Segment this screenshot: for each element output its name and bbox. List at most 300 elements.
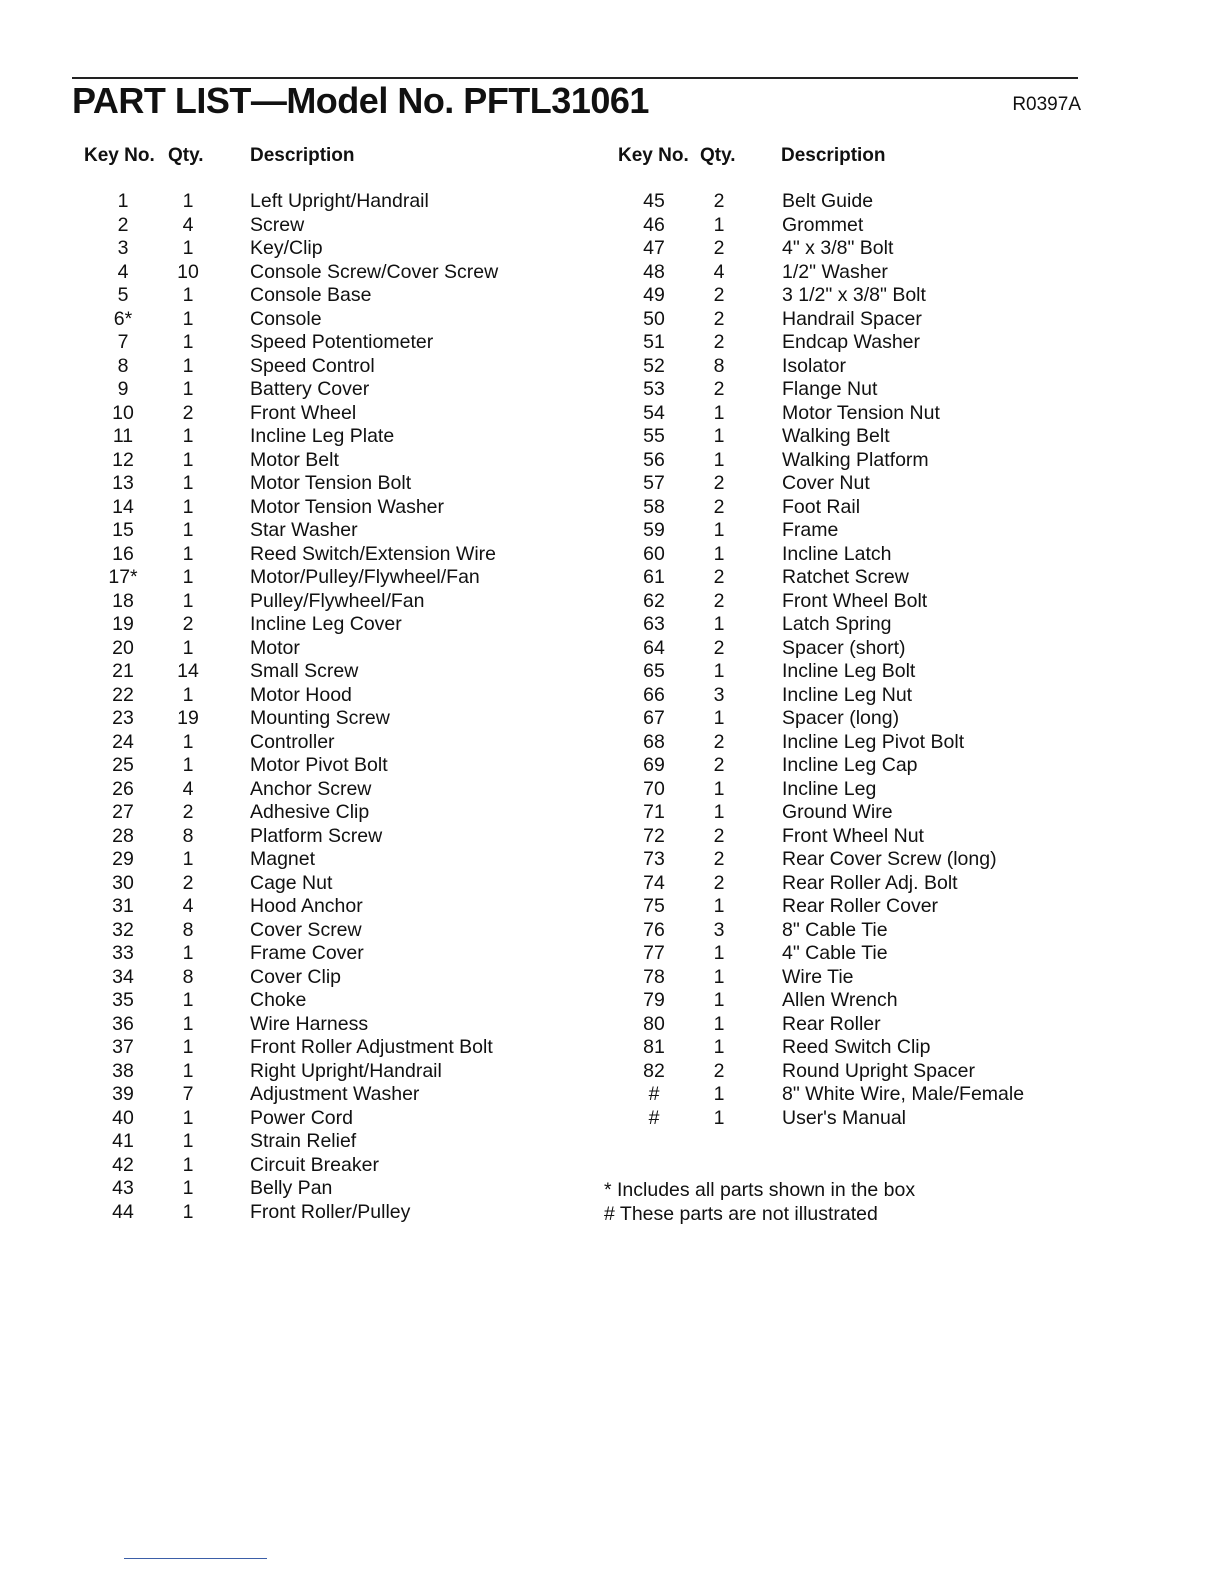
part-qty: 1 — [182, 1059, 194, 1082]
part-key-no: 4 — [117, 260, 129, 283]
part-description: Rear Roller — [782, 1012, 881, 1035]
part-row — [72, 1036, 572, 1060]
part-row — [604, 637, 1084, 661]
part-row — [604, 919, 1084, 943]
part-qty: 1 — [713, 777, 725, 800]
part-row — [72, 519, 572, 543]
part-qty: 8 — [182, 824, 194, 847]
part-row — [604, 190, 1084, 214]
part-qty: 7 — [182, 1083, 194, 1105]
part-qty: 1 — [713, 1012, 725, 1035]
parts-column-left — [72, 143, 572, 1223]
part-qty: 1 — [182, 1036, 194, 1058]
part-qty: 1 — [182, 1153, 194, 1176]
part-row — [604, 472, 1084, 496]
part-qty: 1 — [182, 237, 194, 259]
part-key-no: 47 — [643, 237, 665, 259]
top-rule — [72, 77, 1078, 79]
column-header-row — [604, 143, 1084, 169]
part-key-no: 24 — [112, 730, 134, 753]
part-qty: 1 — [182, 1106, 194, 1129]
part-key-no: # — [648, 1106, 660, 1129]
part-key-no: 75 — [643, 895, 665, 917]
part-row — [604, 731, 1084, 755]
part-description: Motor Pivot Bolt — [250, 754, 388, 776]
part-key-no: 40 — [112, 1106, 134, 1129]
part-row — [604, 237, 1084, 261]
part-qty: 1 — [182, 848, 194, 870]
part-description: Spacer (long) — [782, 707, 900, 729]
part-row — [604, 872, 1084, 896]
part-description: Ratchet Screw — [782, 566, 909, 588]
part-row — [604, 707, 1084, 731]
part-description: Belly Pan — [250, 1177, 333, 1199]
part-qty: 2 — [713, 848, 725, 870]
part-qty: 1 — [182, 378, 194, 400]
part-description: Allen Wrench — [782, 989, 898, 1011]
part-row — [604, 660, 1084, 684]
part-qty: 19 — [177, 707, 199, 729]
part-description: User's Manual — [782, 1106, 907, 1129]
column-header-row — [72, 143, 572, 169]
part-row — [604, 355, 1084, 379]
part-description: Rear Cover Screw (long) — [782, 848, 997, 870]
part-qty: 1 — [713, 895, 725, 917]
part-row — [604, 825, 1084, 849]
part-qty: 8 — [713, 354, 725, 377]
part-description: Motor Tension Bolt — [250, 472, 412, 494]
part-qty: 4 — [713, 260, 725, 283]
header-description: Description — [250, 145, 355, 166]
part-row — [604, 942, 1084, 966]
part-key-no: 1 — [117, 190, 129, 212]
part-description: Reed Switch Clip — [782, 1036, 931, 1058]
part-description: Cover Nut — [782, 472, 870, 494]
part-key-no: 20 — [112, 636, 134, 659]
part-key-no: 82 — [643, 1059, 665, 1082]
part-key-no: 45 — [643, 190, 665, 212]
part-qty: 1 — [713, 213, 725, 236]
part-key-no: 8 — [117, 354, 129, 377]
part-key-no: 3 — [117, 237, 129, 259]
part-description: Incline Leg Plate — [250, 425, 395, 447]
part-key-no: 44 — [112, 1200, 134, 1223]
part-qty: 2 — [713, 871, 725, 894]
header-key-no: Key No. — [84, 145, 155, 166]
part-key-no: 30 — [112, 871, 134, 894]
part-description: Grommet — [782, 213, 864, 236]
part-key-no: 38 — [112, 1059, 134, 1082]
part-row — [604, 566, 1084, 590]
part-description: Spacer (short) — [782, 636, 906, 659]
part-description: Strain Relief — [250, 1130, 357, 1152]
part-key-no: 80 — [643, 1012, 665, 1035]
part-row — [72, 613, 572, 637]
part-qty: 1 — [713, 613, 725, 635]
part-description: Star Washer — [250, 519, 358, 541]
part-qty: 1 — [182, 989, 194, 1011]
part-row — [604, 1083, 1084, 1107]
part-description: Power Cord — [250, 1106, 353, 1129]
part-row — [72, 308, 572, 332]
part-key-no: 78 — [643, 965, 665, 988]
part-key-no: 21 — [112, 660, 134, 682]
part-key-no: 6* — [113, 307, 133, 330]
part-row — [604, 1013, 1084, 1037]
part-qty: 2 — [713, 566, 725, 588]
part-row — [604, 543, 1084, 567]
part-qty: 1 — [182, 636, 194, 659]
header-qty: Qty. — [700, 145, 736, 166]
part-description: Front Wheel Nut — [782, 824, 924, 847]
part-qty: 1 — [713, 942, 725, 964]
part-key-no: 23 — [112, 707, 134, 729]
part-row — [72, 989, 572, 1013]
part-description: Adjustment Washer — [250, 1083, 420, 1105]
part-description: Hood Anchor — [250, 895, 363, 917]
part-key-no: 68 — [643, 730, 665, 753]
part-key-no: 43 — [112, 1177, 134, 1199]
part-qty: 1 — [182, 472, 194, 494]
part-description: Belt Guide — [782, 190, 874, 212]
part-description: Incline Leg Pivot Bolt — [782, 730, 965, 753]
part-description: Front Roller Adjustment Bolt — [250, 1036, 493, 1058]
part-key-no: 14 — [112, 495, 134, 518]
part-qty: 1 — [713, 401, 725, 424]
part-row — [72, 1130, 572, 1154]
part-key-no: 50 — [643, 307, 665, 330]
part-row — [72, 402, 572, 426]
part-key-no: 22 — [112, 683, 134, 706]
part-description: 4" Cable Tie — [782, 942, 888, 964]
part-description: Foot Rail — [782, 495, 861, 518]
parts-column-right — [604, 143, 1084, 1129]
part-key-no: 35 — [112, 989, 134, 1011]
part-key-no: 76 — [643, 918, 665, 941]
part-description: 1/2" Washer — [782, 260, 888, 283]
footnote-hash: # These parts are not illustrated — [604, 1203, 878, 1225]
part-description: Motor — [250, 636, 300, 659]
part-description: Frame Cover — [250, 942, 364, 964]
part-key-no: 5 — [117, 284, 129, 306]
part-row — [72, 684, 572, 708]
bottom-rule — [124, 1558, 267, 1559]
part-row — [604, 989, 1084, 1013]
part-description: Flange Nut — [782, 378, 878, 400]
part-key-no: 63 — [643, 613, 665, 635]
part-key-no: 12 — [112, 448, 134, 471]
part-row — [72, 237, 572, 261]
part-qty: 2 — [713, 754, 725, 776]
part-qty: 2 — [713, 472, 725, 494]
part-description: Magnet — [250, 848, 316, 870]
part-key-no: 52 — [643, 354, 665, 377]
part-description: Choke — [250, 989, 307, 1011]
part-key-no: 77 — [643, 942, 665, 964]
part-description: Incline Leg Nut — [782, 683, 913, 706]
part-description: Walking Platform — [782, 448, 929, 471]
part-description: Cover Clip — [250, 965, 342, 988]
part-description: Incline Latch — [782, 542, 892, 565]
part-key-no: 32 — [112, 918, 134, 941]
part-description: Small Screw — [250, 660, 359, 682]
part-description: Mounting Screw — [250, 707, 390, 729]
part-qty: 1 — [182, 519, 194, 541]
part-description: Rear Roller Adj. Bolt — [782, 871, 958, 894]
part-row — [72, 378, 572, 402]
part-key-no: 49 — [643, 284, 665, 306]
part-key-no: 51 — [643, 331, 665, 353]
part-description: Wire Harness — [250, 1012, 369, 1035]
part-row — [604, 848, 1084, 872]
part-row — [72, 425, 572, 449]
part-row — [72, 919, 572, 943]
part-row — [72, 895, 572, 919]
part-key-no: 16 — [112, 542, 134, 565]
part-row — [604, 308, 1084, 332]
part-qty: 1 — [182, 354, 194, 377]
part-key-no: 33 — [112, 942, 134, 964]
part-qty: 1 — [713, 801, 725, 823]
part-row — [72, 754, 572, 778]
part-qty: 1 — [182, 566, 194, 588]
part-key-no: 73 — [643, 848, 665, 870]
part-description: Round Upright Spacer — [782, 1059, 975, 1082]
part-description: Console Base — [250, 284, 372, 306]
part-qty: 2 — [182, 401, 194, 424]
part-row — [72, 1060, 572, 1084]
part-row — [604, 284, 1084, 308]
part-key-no: 28 — [112, 824, 134, 847]
part-description: Console Screw/Cover Screw — [250, 260, 499, 283]
part-description: Endcap Washer — [782, 331, 921, 353]
part-key-no: # — [648, 1083, 660, 1105]
part-qty: 1 — [713, 448, 725, 471]
part-row — [72, 1083, 572, 1107]
part-key-no: 26 — [112, 777, 134, 800]
part-row — [604, 378, 1084, 402]
part-key-no: 31 — [112, 895, 134, 917]
part-qty: 1 — [182, 683, 194, 706]
part-row — [72, 331, 572, 355]
part-qty: 1 — [182, 284, 194, 306]
part-row — [72, 660, 572, 684]
part-key-no: 71 — [643, 801, 665, 823]
part-key-no: 62 — [643, 589, 665, 612]
part-key-no: 53 — [643, 378, 665, 400]
part-row — [72, 190, 572, 214]
part-qty: 2 — [713, 1059, 725, 1082]
part-qty: 4 — [182, 213, 194, 236]
part-row — [72, 778, 572, 802]
part-description: Frame — [782, 519, 839, 541]
part-row — [604, 966, 1084, 990]
part-qty: 2 — [713, 824, 725, 847]
part-qty: 1 — [713, 1083, 725, 1105]
part-qty: 1 — [713, 707, 725, 729]
part-description: Wire Tie — [782, 965, 854, 988]
part-description: Anchor Screw — [250, 777, 372, 800]
part-key-no: 57 — [643, 472, 665, 494]
part-description: Front Wheel — [250, 401, 357, 424]
part-row — [604, 261, 1084, 285]
part-qty: 1 — [713, 425, 725, 447]
part-key-no: 55 — [643, 425, 665, 447]
part-qty: 2 — [713, 307, 725, 330]
part-description: Circuit Breaker — [250, 1153, 379, 1176]
part-row — [604, 590, 1084, 614]
part-key-no: 67 — [643, 707, 665, 729]
part-row — [604, 1060, 1084, 1084]
part-key-no: 74 — [643, 871, 665, 894]
part-qty: 2 — [713, 331, 725, 353]
part-row — [72, 284, 572, 308]
part-key-no: 48 — [643, 260, 665, 283]
part-row — [604, 425, 1084, 449]
part-row — [604, 613, 1084, 637]
part-row — [604, 684, 1084, 708]
part-key-no: 15 — [112, 519, 134, 541]
part-row — [72, 637, 572, 661]
part-row — [604, 449, 1084, 473]
part-description: Motor/Pulley/Flywheel/Fan — [250, 566, 480, 588]
part-description: Incline Leg Cap — [782, 754, 918, 776]
part-description: Isolator — [782, 354, 846, 377]
part-key-no: 79 — [643, 989, 665, 1011]
part-row — [72, 966, 572, 990]
part-qty: 1 — [182, 190, 194, 212]
part-key-no: 64 — [643, 636, 665, 659]
part-key-no: 61 — [643, 566, 665, 588]
part-row — [604, 801, 1084, 825]
part-row — [72, 496, 572, 520]
part-key-no: 60 — [643, 542, 665, 565]
part-description: Motor Tension Nut — [782, 401, 940, 424]
part-qty: 1 — [182, 495, 194, 518]
part-qty: 1 — [713, 989, 725, 1011]
part-qty: 8 — [182, 918, 194, 941]
part-qty: 1 — [182, 1012, 194, 1035]
part-qty: 1 — [182, 307, 194, 330]
part-description: Motor Hood — [250, 683, 352, 706]
part-row — [604, 214, 1084, 238]
part-qty: 1 — [182, 425, 194, 447]
part-qty: 2 — [713, 237, 725, 259]
part-description: 3 1/2" x 3/8" Bolt — [782, 284, 926, 306]
header-description: Description — [781, 145, 886, 166]
part-row — [604, 331, 1084, 355]
part-description: Reed Switch/Extension Wire — [250, 542, 497, 565]
part-qty: 4 — [182, 895, 194, 917]
part-qty: 2 — [713, 730, 725, 753]
part-key-no: 46 — [643, 213, 665, 236]
part-qty: 1 — [713, 965, 725, 988]
part-qty: 3 — [713, 683, 725, 706]
part-row — [72, 214, 572, 238]
part-key-no: 69 — [643, 754, 665, 776]
part-row — [72, 731, 572, 755]
part-key-no: 56 — [643, 448, 665, 471]
part-description: Incline Leg Bolt — [782, 660, 916, 682]
part-row — [72, 1154, 572, 1178]
part-row — [604, 1036, 1084, 1060]
part-qty: 2 — [713, 589, 725, 612]
part-qty: 1 — [182, 942, 194, 964]
part-description: Cover Screw — [250, 918, 362, 941]
part-qty: 1 — [182, 448, 194, 471]
header-qty: Qty. — [168, 145, 204, 166]
header-key-no: Key No. — [618, 145, 689, 166]
part-key-no: 9 — [117, 378, 129, 400]
part-description: Key/Clip — [250, 237, 323, 259]
part-qty: 2 — [713, 495, 725, 518]
part-row — [72, 942, 572, 966]
part-key-no: 81 — [643, 1036, 665, 1058]
part-description: Incline Leg — [782, 777, 877, 800]
part-qty: 2 — [713, 284, 725, 306]
part-description: Battery Cover — [250, 378, 370, 400]
part-row — [72, 1177, 572, 1201]
part-description: Ground Wire — [782, 801, 893, 823]
page-title: PART LIST—Model No. PFTL31061 — [72, 80, 649, 121]
part-qty: 2 — [713, 636, 725, 659]
part-description: Walking Belt — [782, 425, 890, 447]
part-key-no: 36 — [112, 1012, 134, 1035]
part-description: Speed Control — [250, 354, 375, 377]
document-code: R0397A — [1012, 94, 1081, 115]
part-key-no: 7 — [117, 331, 129, 353]
part-qty: 8 — [182, 965, 194, 988]
part-key-no: 65 — [643, 660, 665, 682]
part-row — [72, 1107, 572, 1131]
part-row — [604, 754, 1084, 778]
part-row — [604, 895, 1084, 919]
part-row — [72, 707, 572, 731]
part-key-no: 39 — [112, 1083, 134, 1105]
part-key-no: 34 — [112, 965, 134, 988]
part-description: Screw — [250, 213, 305, 236]
part-key-no: 42 — [112, 1153, 134, 1176]
part-key-no: 19 — [112, 613, 134, 635]
part-qty: 1 — [182, 589, 194, 612]
part-qty: 2 — [182, 801, 194, 823]
part-description: Controller — [250, 730, 335, 753]
part-qty: 1 — [713, 542, 725, 565]
part-row — [72, 543, 572, 567]
part-key-no: 25 — [112, 754, 134, 776]
part-row — [72, 472, 572, 496]
part-qty: 1 — [713, 1036, 725, 1058]
part-key-no: 18 — [112, 589, 134, 612]
part-key-no: 27 — [112, 801, 134, 823]
part-qty: 1 — [713, 660, 725, 682]
part-description: Speed Potentiometer — [250, 331, 434, 353]
part-qty: 3 — [713, 918, 725, 941]
part-qty: 10 — [177, 260, 199, 283]
part-description: Console — [250, 307, 322, 330]
part-qty: 1 — [182, 754, 194, 776]
part-key-no: 29 — [112, 848, 134, 870]
part-qty: 2 — [182, 613, 194, 635]
part-row — [72, 848, 572, 872]
part-key-no: 59 — [643, 519, 665, 541]
part-row — [72, 261, 572, 285]
part-key-no: 54 — [643, 401, 665, 424]
part-row — [72, 1201, 572, 1225]
part-qty: 1 — [182, 1177, 194, 1199]
part-description: Motor Tension Washer — [250, 495, 445, 518]
part-description: Incline Leg Cover — [250, 613, 402, 635]
